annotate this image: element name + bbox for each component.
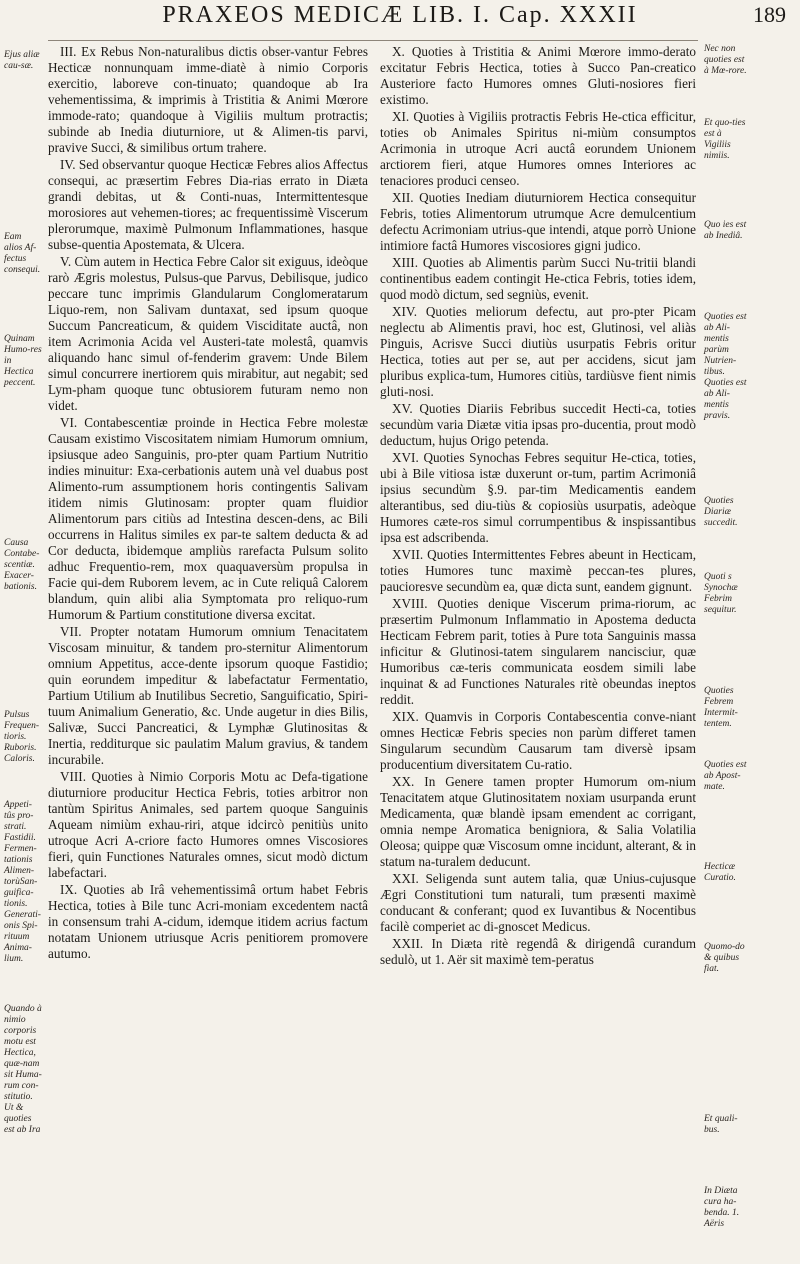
margin-note: Et quali-bus. bbox=[704, 1114, 738, 1135]
right-margin-notes bbox=[704, 0, 750, 1264]
margin-note: Causa Contabe-scentiæ. Exacer-bationis. bbox=[4, 538, 40, 592]
running-head bbox=[0, 0, 800, 40]
margin-note: Quoti s Synochæ Febrim sequitur. bbox=[704, 572, 738, 615]
head-rule bbox=[48, 40, 698, 41]
margin-note: In Diæta cura ha-benda. 1. Aëris bbox=[704, 1186, 740, 1229]
margin-note: Quoties est ab Ali-mentis parùm Nutrien-tibus. Quoties est ab Ali-mentis pravis. bbox=[704, 312, 747, 421]
margin-note: Quomo-do & quibus fiat. bbox=[704, 942, 745, 974]
page-number: 189 bbox=[753, 2, 786, 27]
paragraph: XXII. In Diæta ritè regendâ & dirigendâ curandum sedulò, ut 1. Aër sit maximè tem-peratus bbox=[380, 936, 696, 967]
margin-note: Pulsus Frequen-tioris. Ruboris. Caloris. bbox=[4, 710, 39, 764]
paragraph: X. Quoties à Tristitia & Animi Mœrore immo-derato excitatur Febris Hectica, toties à Succo Pan-creatico Austeriore facto Humores omnes Gluti-nosiores fieri existimo. bbox=[380, 44, 696, 107]
margin-note: Quoties est ab Apost-mate. bbox=[704, 760, 747, 792]
margin-note: Ejus aliæ cau-sæ. bbox=[4, 50, 40, 71]
paragraph: XVIII. Quoties denique Viscerum prima-riorum, ac præsertim Pulmonum Inflammatio in Apostema deducta Hecticam Febrem parit, toties à Pure tota Sanguinis massa inficitur & Glutinosi-tatem singularem nancisciur, quæ Humoribus cæ-teris communicata eosdem simili labe inquinat & ad Functiones Naturales ritè obeundas ineptos reddit. bbox=[380, 596, 696, 707]
margin-note: Nec non quoties est à Mœ-rore. bbox=[704, 44, 747, 76]
paragraph: IX. Quoties ab Irâ vehementissimâ ortum habet Febris Hectica, toties à Bile tunc Acri-moniam excedentem nactâ in consensum trahi A-cidum, idemque itidem acrius factum notatam Unionem utriusque Acris penitiorem promovere autumo. bbox=[48, 882, 368, 961]
margin-note: Quo ies est ab Inediâ. bbox=[704, 220, 747, 241]
paragraph: XXI. Seligenda sunt autem talia, quæ Unius-cujusque Ægri Constitutioni tum naturali, tum præsenti maximè conducant & conferant; quod ex Iuvantibus & Nocentibus facilè comperiet ac di-gnoscet Medicus. bbox=[380, 871, 696, 934]
paragraph: XV. Quoties Diariis Febribus succedit Hecti-ca, toties secundùm varia Diætæ vitia ipsas pro-ducentia, prout modò deductum, hujus Origo petenda. bbox=[380, 401, 696, 448]
paragraph: XI. Quoties à Vigiliis protractis Febris He-ctica efficitur, toties ob Animales Spiritus ni-miùm consumptos Acrimonia in utroque Acri auctâ eorundem Unionem arctiorem fieri, atque Humores omnes Interiores ac tenaciores produci censeo. bbox=[380, 109, 696, 188]
margin-note: Quoties Febrem Intermit-tentem. bbox=[704, 686, 738, 729]
right-column bbox=[380, 44, 696, 969]
left-column bbox=[48, 44, 368, 963]
paragraph: VII. Propter notatam Humorum omnium Tenacitatem Viscosam minuitur, & tandem pro-sternitur Alimentorum omnium Appetitus, acce-dente ipsorum quoque Fastidio; quin eorundem impeditur & labefactatur Fermentatio, Partium Utilium ab Inutilibus Secretio, Sanguificatio, Spiri-tuum Animalium Generatio, &c. Unde augetur in dies Bilis, Salivæ, Succi Pancreatici, & Lymphæ Glutinositas & Inertia, redditurque sic paulatim Malum gravius, & tandem incurabile. bbox=[48, 624, 368, 767]
running-head-title: PRAXEOS MEDICÆ LIB. I. Cap. XXXII bbox=[162, 2, 638, 28]
paragraph: XII. Quoties Inediam diuturniorem Hectica consequitur Febris, toties Alimentorum utrumque Acre demulcentium defectu Acrimoniam utrius-que intendi, atque porrò Unione intimiore factâ Humores viscosiores gigni judico. bbox=[380, 190, 696, 253]
paragraph: XVI. Quoties Synochas Febres sequitur He-ctica, toties, ubi à Bile vitiosa istæ duxerunt or-tum, partim Acrimoniâ ipsius secundùm §.9. par-tim Medicamentis eandem alterantibus, sed diu-tiùs & copiosiùs usurpatis, adeòque Humores cæte-ros simul corrumpentibus & inspissantibus ipsa est adscribenda. bbox=[380, 450, 696, 545]
paragraph: III. Ex Rebus Non-naturalibus dictis obser-vantur Febres Hecticæ nonnunquam imme-diatè à nimio Corporis exercitio, laboreve con-tinuato; quandoque ab Ira vehementissima, & imprimis à Tristitia & Animi Mœrore immode-rato; quandoque à Vigiliis multum protractis; subinde ab Inedia diuturniore, ut & Alimen-tis parvi, pravive Succi, & similibus ortum trahere. bbox=[48, 44, 368, 155]
left-margin-notes bbox=[4, 0, 42, 1264]
margin-note: Eam alios Af-fectus consequi. bbox=[4, 232, 41, 275]
margin-note: Hecticæ Curatio. bbox=[704, 862, 736, 883]
margin-note: Et quo-ties est à Vigiliis nimiis. bbox=[704, 118, 746, 161]
margin-note: Quando à nimio corporis motu est Hectica, quæ-nam sit Huma-rum con-stitutio. Ut & quoties est ab Ira bbox=[4, 1004, 42, 1135]
paragraph: XX. In Genere tamen propter Humorum om-nium Tenacitatem atque Glutinositatem noxiam usurpanda erunt Medicamenta, quæ blandè ipsam emendent ac corrigant, omnia nempe Aromatica benigniora, & Salia Volatilia Oleosa; quippe quæ Viscosum omne incidunt, alterant, & in statum na-turalem deducunt. bbox=[380, 774, 696, 869]
paragraph: VIII. Quoties à Nimio Corporis Motu ac Defa-tigatione diuturniore producitur Hectica Febris, toties arbitror non tantùm Spiritus Animales, sed partem quoque Sanguinis Aqueam nimiùm exhau-riri, atque idcircò penitiùs unito utroque Acri A-criore facto Humores omnes Viscosiores fieri, quin Functiones Naturales omnes, sicut modò dictum labefactari. bbox=[48, 769, 368, 880]
paragraph: XIV. Quoties meliorum defectu, aut pro-pter Picam neglectu ab Alimentis pravi, hoc est, Glutinosi, vel aliàs Pinguis, Acrisve Succi diutiùs usurpatis Febris oritur Hectica, toties aut per se, aut per accidens, sicut jam pluribus explica-tum, Humores citiùs, tardiùsve fient nimis gluti-nosi. bbox=[380, 304, 696, 399]
margin-note: Quoties Diariæ succedit. bbox=[704, 496, 738, 528]
paragraph: XIII. Quoties ab Alimentis parùm Succi Nu-tritii blandi continentibus eadem contingit He-ctica Febris, toties idem, quod modò dictum, sed segniùs, evenit. bbox=[380, 255, 696, 302]
margin-note: Quinam Humo-res in Hectica peccent. bbox=[4, 334, 42, 388]
paragraph: VI. Contabescentiæ proinde in Hectica Febre molestæ Causam existimo Viscositatem nimiam Humorum omnium, ipsiusque adeo Sanguinis, pro-pter quam Partium Nutritio indies minuitur: Exa-cerbationis autem unà vel duabus post Alimento-rum assumptionem horis contingentis Salivam itidem nimis Glutinosam: propter quam fluidior Alimentorum pars citiùs ad Intestina descen-dens, ac Bili occurrens in Halitus similes ex par-te saltem deducta & ad Cor deducta, ibidemque ampliùs rarefacta Pulsum solito adhuc Frequentio-rem, mox quaquaversùm propulsa in Facie qui-dem Ruborem levem, ac in Cute reliquâ Calorem blandum, quin alibi alia Symptomata pro reliquo-rum Humorum & Partium constitutione diversa excitat. bbox=[48, 415, 368, 622]
paragraph: IV. Sed observantur quoque Hecticæ Febres alios Affectus consequi, ac præsertim Febres Dia-rias errato in Diæta grandi debitas, ut & Conti-nuas, Intermittentesque morosiores aut vehemen-tiores; ac frequentissimè Viscerum plerorumque, maximè Pulmonum Inflammationes, hasque subse-quentia Apostemata, & Ulcera. bbox=[48, 157, 368, 252]
margin-note: Appeti-tûs pro-strati. Fastidii. Fermen-tationis Alimen-torùSan-guifica-tionis. Generati-onis Spi-rituum Anima-lium. bbox=[4, 800, 41, 964]
paragraph: V. Cùm autem in Hectica Febre Calor sit exiguus, ideòque rarò Ægris molestus, Pulsus-que Parvus, Debilisque, judico peccare tunc imprimis Glandularum Conglomeratarum Liquo-rem, non Salivam duntaxat, sed ipsum quoque Succum Pancreaticum, & quidem Visciditate auctâ, non item Acrimonia Acida vel Austeri-tate molestâ, quamvis aliquando hanc simul of-fenderim gravem: Unde Bilem simul concurrere inertiorem quis mirabitur, aut negabit; sed Lym-pham quoque tunc obtusiorem futuram nemo non videt. bbox=[48, 254, 368, 413]
paragraph: XIX. Quamvis in Corporis Contabescentia conve-niant omnes Hecticæ Febris species non parùm differet tamen Singularum secundùm Causarum tam diversè ipsam producentium diversitatem Cu-ratio. bbox=[380, 709, 696, 772]
paragraph: XVII. Quoties Intermittentes Febres abeunt in Hecticam, toties Humores tunc maximè peccan-tes plures, paucioresve secundùm ea, quæ dicta sunt, eandem gignunt. bbox=[380, 547, 696, 594]
